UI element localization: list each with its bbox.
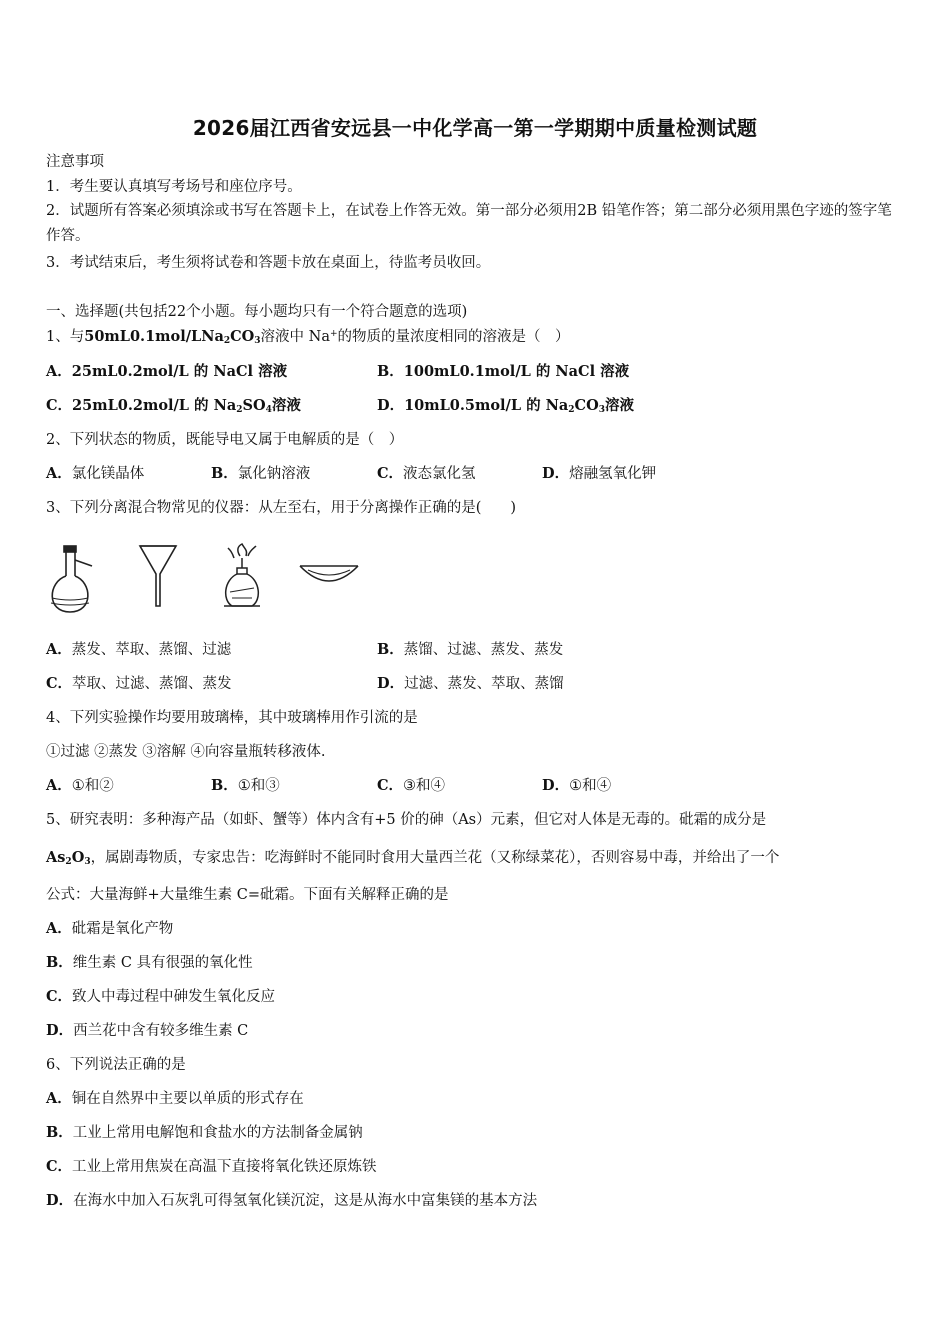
q2-option-b: B．氯化钠溶液 xyxy=(211,465,311,482)
q3-option-c: C．萃取、过滤、蒸馏、蒸发 xyxy=(46,675,232,692)
question-6-stem: 6、下列说法正确的是 xyxy=(46,1057,186,1073)
q4-option-a: A．①和② xyxy=(46,777,114,794)
q5-option-d: D．西兰花中含有较多维生素 C xyxy=(46,1022,249,1039)
q4-option-c: C．③和④ xyxy=(377,777,446,794)
evaporating-dish-icon xyxy=(300,566,358,581)
notes-heading: 注意事项 xyxy=(46,154,104,170)
q5-option-a: A．砒霜是氧化产物 xyxy=(46,920,174,937)
q2-option-d: D．熔融氢氧化钾 xyxy=(542,465,657,482)
question-4-list: ①过滤 ②蒸发 ③溶解 ④向容量瓶转移液体. xyxy=(46,744,326,760)
note-item-1: 1．考生要认真填写考场号和座位序号。 xyxy=(46,179,302,195)
note-item-2: 2．试题所有答案必须填涂或书写在答题卡上，在试卷上作答无效。第一部分必须用2B 铅笔作答；第二部分必须用黑色字迹的签字笔作答。 xyxy=(46,203,892,244)
alcohol-lamp-icon xyxy=(224,544,260,606)
q5-option-c: C．致人中毒过程中砷发生氧化反应 xyxy=(46,988,276,1005)
question-3-stem: 3、下列分离混合物常见的仪器：从左至右，用于分离操作正确的是( ) xyxy=(46,500,517,516)
q1-option-a: A．25mL0.2mol/L 的 NaCl 溶液 xyxy=(46,363,288,380)
q1-option-d: D．10mL0.5mol/L 的 $Na_2CO_3$溶液 xyxy=(377,397,634,415)
note-item-3: 3．考试结束后，考生须将试卷和答题卡放在桌面上，待监考员收回。 xyxy=(46,255,491,271)
q3-option-d: D．过滤、蒸发、萃取、蒸馏 xyxy=(377,675,564,692)
question-5-stem-line2: $As_2O_3$，属剧毒物质，专家忠告：吃海鲜时不能同时食用大量西兰花（又称绿菜花），否则容易中毒，并给出了一个 xyxy=(46,849,780,867)
funnel-icon xyxy=(140,546,176,606)
q6-option-a: A．铜在自然界中主要以单质的形式存在 xyxy=(46,1090,304,1107)
q6-option-b: B．工业上常用电解饱和食盐水的方法制备金属钠 xyxy=(46,1124,363,1141)
q4-option-b: B．①和③ xyxy=(211,777,280,794)
question-1-stem: 1、与$50mL0.1mol/LNa_2CO_3$溶液中 Na+的物质的量浓度相同的溶液是（ ） xyxy=(46,328,570,346)
question-5-stem-line1: 5、研究表明：多种海产品（如虾、蟹等）体内含有+5 价的砷（As）元素，但它对人体是无毒的。砒霜的成分是 xyxy=(46,812,767,828)
q3-option-b: B．蒸馏、过滤、蒸发、蒸发 xyxy=(377,641,564,658)
q5-option-b: B．维生素 C 具有很强的氧化性 xyxy=(46,954,253,971)
section-heading: 一、选择题(共包括22个小题。每小题均只有一个符合题意的选项) xyxy=(46,304,468,320)
q4-option-d: D．①和④ xyxy=(542,777,612,794)
q2-option-c: C．液态氯化氢 xyxy=(377,465,476,482)
q3-option-a: A．蒸发、萃取、蒸馏、过滤 xyxy=(46,641,232,658)
page-title: 2026届江西省安远县一中化学高一第一学期期中质量检测试题 xyxy=(192,116,758,140)
q2-option-a: A．氯化镁晶体 xyxy=(46,465,145,482)
distillation-flask-icon xyxy=(51,546,92,612)
question-2-stem: 2、下列状态的物质，既能导电又属于电解质的是（ ） xyxy=(46,432,404,448)
question-5-stem-line3: 公式：大量海鲜+大量维生素 C=砒霜。下面有关解释正确的是 xyxy=(46,887,449,903)
q1-option-c: C．25mL0.2mol/L 的 $Na_2SO_4$溶液 xyxy=(46,397,301,415)
q1-option-b: B．100mL0.1mol/L 的 NaCl 溶液 xyxy=(377,363,630,380)
q6-option-d: D．在海水中加入石灰乳可得氢氧化镁沉淀，这是从海水中富集镁的基本方法 xyxy=(46,1192,538,1209)
question-4-stem: 4、下列实验操作均要用玻璃棒，其中玻璃棒用作引流的是 xyxy=(46,710,418,726)
q6-option-c: C．工业上常用焦炭在高温下直接将氧化铁还原炼铁 xyxy=(46,1158,377,1175)
apparatus-figure xyxy=(44,540,374,620)
